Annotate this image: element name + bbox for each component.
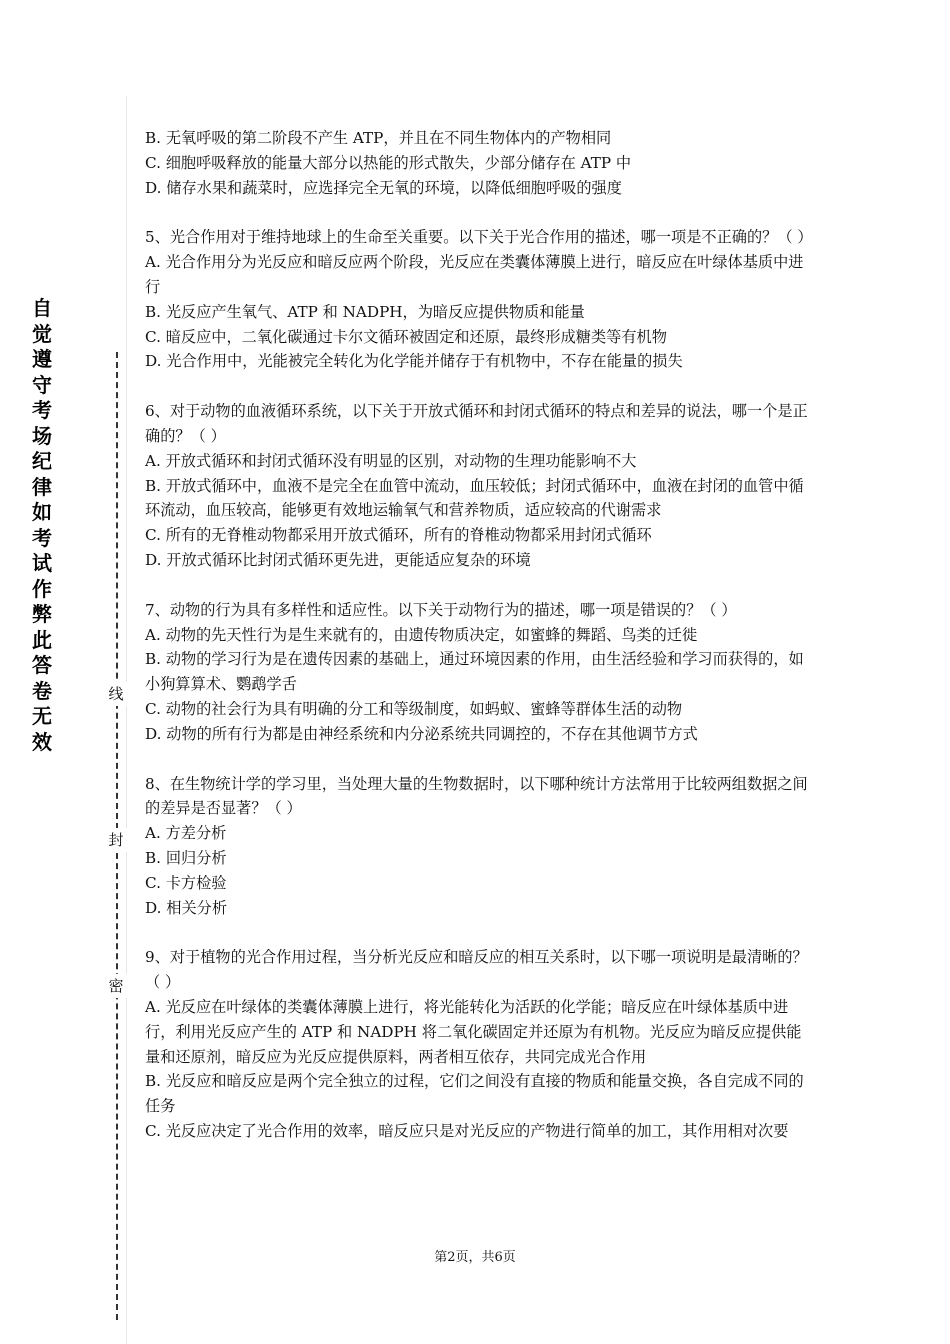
option: C. 细胞呼吸释放的能量大部分以热能的形式散失，少部分储存在 ATP 中 (145, 153, 632, 172)
option: A. 光反应在叶绿体的类囊体薄膜上进行，将光能转化为活跃的化学能；暗反应在叶绿体基质中进行，利用光反应产生的 ATP 和 NADPH 将二氧化碳固定并还原为有机物。光反应为暗反应提供能量和还原剂，暗反应为光反应提供原料，两者相互依存，共同完成光合作用 (145, 997, 802, 1066)
option: B. 回归分析 (145, 848, 227, 867)
option: D. 动物的所有行为都是由神经系统和内分泌系统共同调控的，不存在其他调节方式 (145, 724, 698, 743)
option: A. 动物的先天性行为是生来就有的，由遗传物质决定，如蜜蜂的舞蹈、鸟类的迁徙 (145, 625, 698, 644)
option: B. 开放式循环中，血液不是完全在血管中流动，血压较低；封闭式循环中，血液在封闭的血管中循环流动，血压较高，能够更有效地运输氧气和营养物质，适应较高的代谢需求 (145, 476, 804, 520)
option: C. 卡方检验 (145, 873, 227, 892)
option: D. 光合作用中，光能被完全转化为化学能并储存于有机物中，不存在能量的损失 (145, 352, 683, 371)
option: B. 动物的学习行为是在遗传因素的基础上，通过环境因素的作用，由生活经验和学习而获得的，如小狗算算术、鹦鹉学舌 (145, 650, 804, 694)
page-number: 第2页，共6页 (434, 1250, 516, 1265)
question-stem: 6、对于动物的血液循环系统，以下关于开放式循环和封闭式循环的特点和差异的说法，哪一个是正确的？（ ） (145, 402, 808, 445)
question-stem: 7、动物的行为具有多样性和适应性。以下关于动物行为的描述，哪一项是错误的？（ ） (145, 600, 737, 619)
option: C. 动物的社会行为具有明确的分工和等级制度，如蚂蚁、蜜蜂等群体生活的动物 (145, 699, 683, 718)
option: D. 开放式循环比封闭式循环更先进，更能适应复杂的环境 (145, 550, 531, 569)
option: A. 方差分析 (145, 824, 227, 843)
question-5 (145, 225, 813, 374)
question-4-continued (145, 126, 810, 200)
option: B. 光反应产生氧气、ATP 和 NADPH，为暗反应提供物质和能量 (145, 302, 585, 321)
question-9 (145, 945, 810, 1143)
option: B. 光反应和暗反应是两个完全独立的过程，它们之间没有直接的物质和能量交换，各自完成不同的任务 (145, 1072, 804, 1116)
question-content (145, 126, 813, 1169)
option: C. 光反应决定了光合作用的效率，暗反应只是对光反应的产物进行简单的加工，其作用相对次要 (145, 1121, 789, 1140)
option: D. 相关分析 (145, 898, 228, 917)
margin-rule (126, 96, 127, 1344)
question-stem: 5、光合作用对于维持地球上的生命至关重要。以下关于光合作用的描述，哪一项是不正确的？（ ） (145, 228, 813, 247)
binding-label-seal: 封 (104, 828, 128, 852)
option: B. 无氧呼吸的第二阶段不产生 ATP，并且在不同生物体内的产物相同 (145, 129, 612, 147)
option: A. 光合作用分为光反应和暗反应两个阶段，光反应在类囊体薄膜上进行，暗反应在叶绿体基质中进行 (145, 253, 804, 296)
binding-label-line: 线 (104, 682, 128, 706)
question-6 (145, 399, 810, 573)
binding-label-secret: 密 (104, 974, 128, 998)
option: C. 所有的无脊椎动物都采用开放式循环，所有的脊椎动物都采用封闭式循环 (145, 526, 652, 545)
option: C. 暗反应中，二氧化碳通过卡尔文循环被固定和还原，最终形成糖类等有机物 (145, 327, 667, 346)
question-7 (145, 598, 810, 747)
question-8 (145, 772, 810, 921)
question-stem: 9、对于植物的光合作用过程，当分析光反应和暗反应的相互关系时，以下哪一项说明是最清晰的？（ ） (145, 948, 808, 992)
option: D. 储存水果和蔬菜时，应选择完全无氧的环境，以降低细胞呼吸的强度 (145, 178, 622, 197)
exam-discipline-notice: 自觉遵守考场纪律如考试作弊此答卷无效 (32, 296, 52, 754)
option: A. 开放式循环和封闭式循环没有明显的区别，对动物的生理功能影响不大 (145, 451, 637, 470)
question-stem: 8、在生物统计学的学习里，当处理大量的生物数据时，以下哪种统计方法常用于比较两组数据之间的差异是否显著？（ ） (145, 774, 808, 818)
